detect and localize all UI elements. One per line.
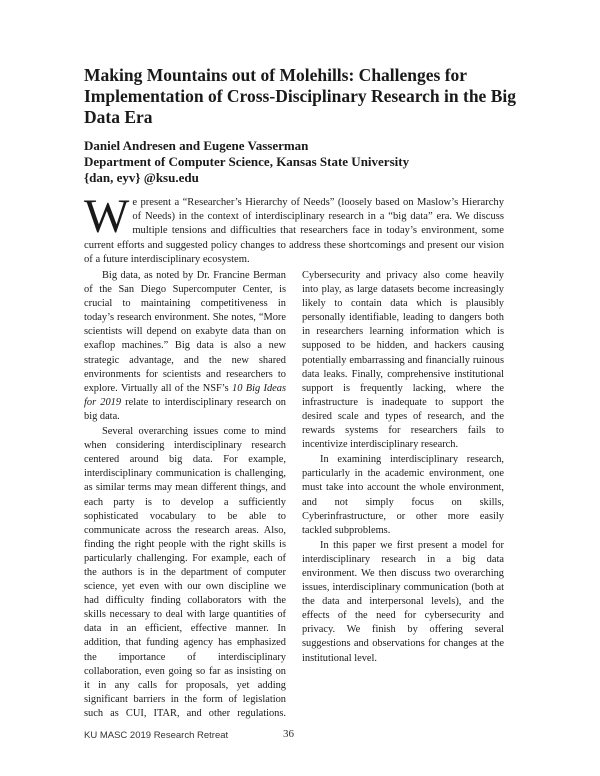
paragraph-1-text: Big data, as noted by Dr. Francine Berman of the San Diego Supercomputer Center, is crucial to maintaining competitiveness in today’s research environment. She notes, “More scientists will depend on exabyte data than on exaflop machines.” Big data is also a new strategic advantage, and the new shared environments for scientists and researchers to explore. Virtually all of the NSF’s (84, 270, 286, 394)
paragraph-1-text-end: relate to interdisciplinary research on big data. (84, 396, 286, 422)
affiliation: Department of Computer Science, Kansas State University (84, 154, 410, 169)
author-block (84, 138, 524, 186)
paragraph-4: In this paper we first present a model for interdisciplinary research in a big data environment. We then discuss two overarching issues, interdisciplinary communication (both at the data and interpersonal levels), and the effects of the need for cybersecurity and privacy. We finish by offering several suggestions and observations for changes at the institutional level. (302, 539, 504, 664)
authors: Daniel Andresen and Eugene Vasserman (84, 138, 309, 153)
paragraph-1 (84, 269, 286, 424)
paragraph-2: Several overarching issues come to mind when considering interdisciplinary research centered around big data. For example, interdisciplinary communication is challenging, as similar terms may mean different things, and each party is to develop a sufficiently sophisticated vocabulary to be able to communicate across the research areas. Also, finding the right people with the right skills is particularly challenging. For example, each of the authors is in the department of computer science, yet even with our own discipline we had difficulty finding collaborators with the skills necessary to deal with large quantities of data in an efficient, effective manner. In addition, that funding agency has emphasized the importance of interdisciplinary collaboration, even going so far as insisting on it in any calls for proposals, yet adding significant barriers in the form of legislation such as CUI, ITAR, and other regulations. Cybersecurity and privacy also come heavily into play, as large datasets become increasingly likely to contain data which is plausibly personally identifiable, leading to dangers both in researchers learning information which is supposed to be hidden, and hackers causing potentially embarrassing and financially ruinous data leaks. Finally, comprehensive institutional support is frequently lacking, where the infrastructure is inadequate to support the desired scale and types of research, and the rewards systems for researchers fails to incentivize interdisciplinary research. (84, 270, 504, 719)
nsf-big-ideas-italic: 10 Big Ideas for 2019 (84, 382, 286, 408)
footer-venue: KU MASC 2019 Research Retreat (84, 730, 229, 741)
page-number: 36 (283, 728, 294, 740)
abstract: We present a “Researcher’s Hierarchy of Needs” (loosely based on Maslow’s Hierarchy of Needs) in the context of interdisciplinary research in a “big data” era. We discuss multiple tensions and difficulties that researchers face in today’s environment, some current efforts and suggested policy changes to address these shortcomings and present our vision of a future interdisciplinary ecosystem. (84, 190, 504, 265)
paper-title: Making Mountains out of Molehills: Challenges for Implementation of Cross-Disciplinary Research in the Big Data Era (84, 65, 516, 127)
body-text (84, 269, 504, 721)
paragraph-3: In examining interdisciplinary research, particularly in the academic environment, one must take into account the whole environment, and not simply focus on skills, Cyberinfrastructure, or other more easily tackled subproblems. (302, 454, 504, 536)
author-emails: {dan, eyv} @ksu.edu (84, 170, 199, 185)
